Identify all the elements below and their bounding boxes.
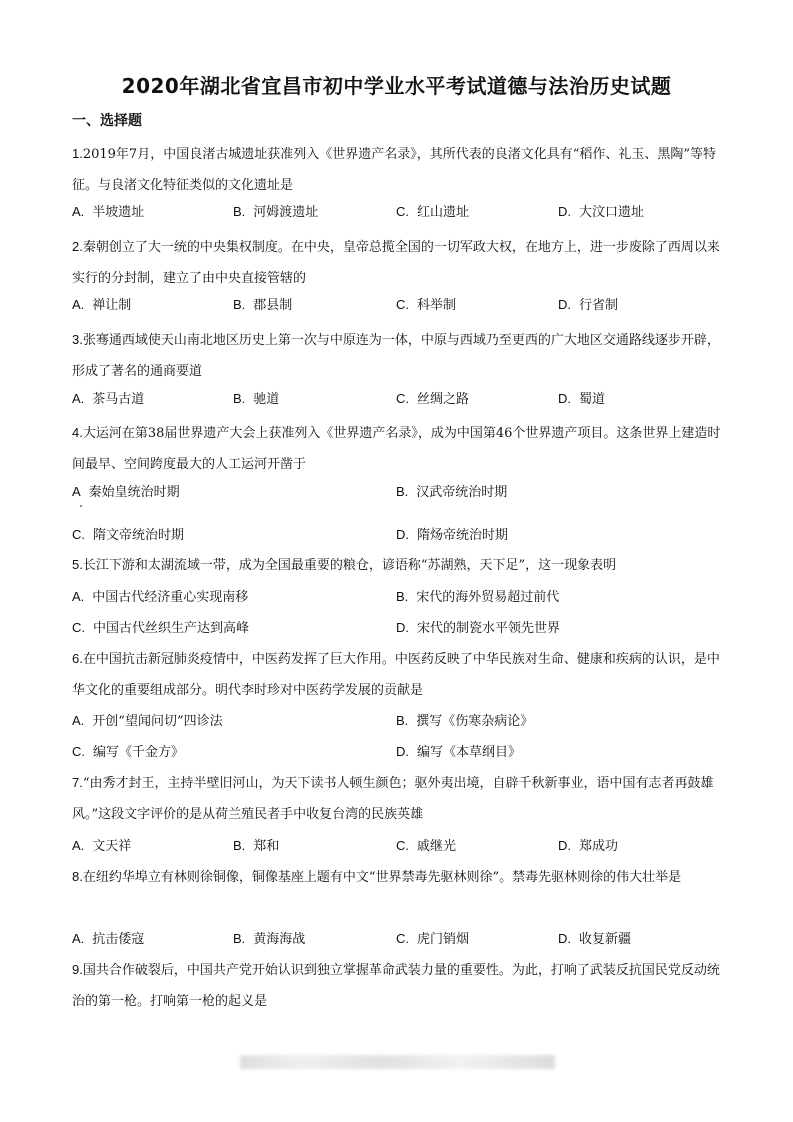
option-4c: C. 隋文帝统治时期 bbox=[72, 527, 185, 543]
option-1c: C. 红山遗址 bbox=[396, 204, 470, 220]
option-1b: B. 河姆渡遗址 bbox=[233, 204, 319, 220]
option-5b: B. 宋代的海外贸易超过前代 bbox=[396, 589, 560, 605]
question-4: 4.大运河在第38届世界遗产大会上获准列入《世界遗产名录》，成为中国第46个世界遗产项目。这条世界上建造时间最早、空间跨度最大的人工运河开凿于 bbox=[72, 425, 721, 472]
option-5a: A. 中国古代经济重心实现南移 bbox=[72, 589, 249, 605]
option-6a: A. 开创“望闻问切”四诊法 bbox=[72, 713, 223, 729]
question-6: 6.在中国抗击新冠肺炎疫情中，中医药发挥了巨大作用。中医药反映了中华民族对生命、健康和疾病的认识，是中华文化的重要组成部分。明代李时珍对中医药学发展的贡献是 bbox=[72, 651, 720, 698]
option-8b: B. 黄海海战 bbox=[233, 931, 306, 947]
option-7d: D. 郑成功 bbox=[558, 838, 619, 854]
option-3d: D. 蜀道 bbox=[558, 391, 606, 407]
scan-speck bbox=[80, 505, 82, 507]
option-5c: C. 中国古代丝织生产达到高峰 bbox=[72, 620, 250, 636]
question-5: 5.长江下游和太湖流域一带，成为全国最重要的粮仓，谚语称“苏湖熟，天下足”，这一现象表明 bbox=[72, 557, 617, 573]
option-8d: D. 收复新疆 bbox=[558, 931, 632, 947]
option-3a: A. 茶马古道 bbox=[72, 391, 145, 407]
question-3: 3.张骞通西域使天山南北地区历史上第一次与中原连为一体，中原与西域乃至更西的广大地区交通路线逐步开辟，形成了著名的通商要道 bbox=[72, 332, 720, 379]
option-7a: A. 文天祥 bbox=[72, 838, 132, 854]
option-2c: C. 科举制 bbox=[396, 297, 457, 313]
option-4d: D. 隋炀帝统治时期 bbox=[396, 527, 509, 543]
option-7c: C. 戚继光 bbox=[396, 838, 457, 854]
option-3c: C. 丝绸之路 bbox=[396, 391, 470, 407]
option-2a: A. 禅让制 bbox=[72, 297, 132, 313]
option-6c: C. 编写《千金方》 bbox=[72, 744, 185, 760]
option-3b: B. 驰道 bbox=[233, 391, 280, 407]
option-8c: C. 虎门销烟 bbox=[396, 931, 470, 947]
option-8a: A. 抗击倭寇 bbox=[72, 931, 145, 947]
question-1: 1.2019年7月，中国良渚古城遗址获准列入《世界遗产名录》，其所代表的良渚文化具有“稻作、礼玉、黑陶”等特征。与良渚文化特征类似的文化遗址是 bbox=[72, 146, 716, 193]
option-2d: D. 行省制 bbox=[558, 297, 619, 313]
option-1d: D. 大汶口遗址 bbox=[558, 204, 645, 220]
option-5d: D. 宋代的制瓷水平领先世界 bbox=[396, 620, 561, 636]
question-2: 2.秦朝创立了大一统的中央集权制度。在中央，皇帝总揽全国的一切军政大权，在地方上，进一步废除了西周以来实行的分封制，建立了由中央直接管辖的 bbox=[72, 239, 720, 286]
blurred-footer-watermark bbox=[240, 1055, 555, 1069]
option-7b: B. 郑和 bbox=[233, 838, 280, 854]
question-7: 7.“由秀才封王，主持半壁旧河山，为天下读书人顿生颜色；驱外夷出境，自辟千秋新事业，语中国有志者再鼓雄风。”这段文字评价的是从荷兰殖民者手中收复台湾的民族英雄 bbox=[72, 775, 714, 822]
option-6d: D. 编写《本草纲目》 bbox=[396, 744, 522, 760]
option-6b: B. 撰写《伤寒杂病论》 bbox=[396, 713, 534, 729]
question-8: 8.在纽约华埠立有林则徐铜像，铜像基座上题有中文“世界禁毒先驱林则徐”。禁毒先驱林则徐的伟大壮举是 bbox=[72, 869, 682, 885]
option-4a: A 秦始皇统治时期 bbox=[72, 484, 180, 500]
page-title: 2020年湖北省宜昌市初中学业水平考试道德与法治历史试题 bbox=[121, 74, 672, 98]
option-2b: B. 郡县制 bbox=[233, 297, 293, 313]
option-4b: B. 汉武帝统治时期 bbox=[396, 484, 508, 500]
section-heading: 一、选择题 bbox=[72, 113, 142, 129]
question-9: 9.国共合作破裂后，中国共产党开始认识到独立掌握革命武装力量的重要性。为此，打响了武装反抗国民党反动统治的第一枪。打响第一枪的起义是 bbox=[72, 962, 720, 1009]
option-1a: A. 半坡遗址 bbox=[72, 204, 145, 220]
